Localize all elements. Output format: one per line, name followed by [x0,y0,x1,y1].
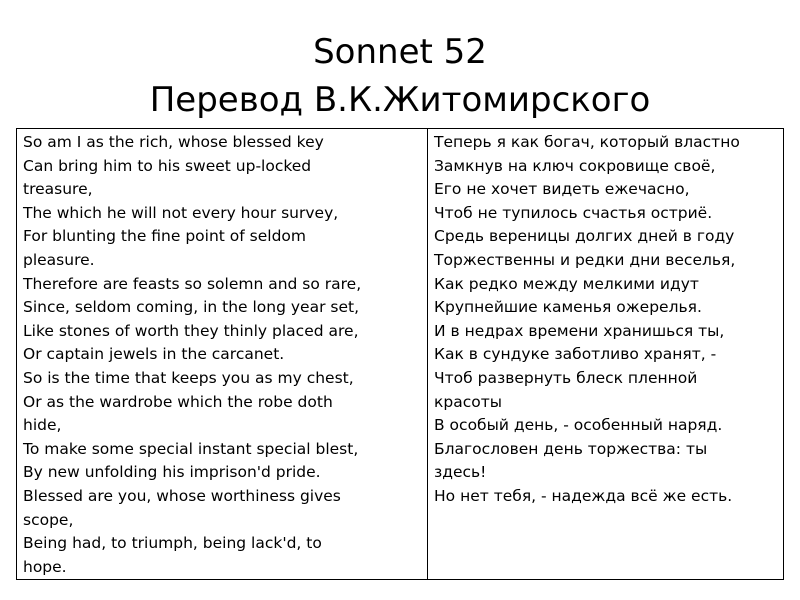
english-line: treasure, [23,180,93,199]
russian-line: Чтоб развернуть блеск пленной [434,368,698,387]
english-line: The which he will not every hour survey, [23,203,339,222]
russian-line: Благословен день торжества: ты [434,439,708,458]
russian-line: Как в сундуке заботливо хранят, - [434,345,717,364]
english-line: By new unfolding his imprison'd pride. [23,463,321,482]
english-column [17,129,428,579]
russian-line: И в недрах времени хранишься ты, [434,321,725,340]
english-line: For blunting the fine point of seldom [23,227,306,246]
title-line-1: Sonnet 52 [313,32,487,72]
english-line: Like stones of worth they thinly placed are, [23,321,359,340]
english-line: scope, [23,510,74,529]
english-line: hope. [23,557,67,576]
russian-line: Его не хочет видеть ежечасно, [434,180,690,199]
english-line: hide, [23,416,62,435]
english-line: So is the time that keeps you as my chest, [23,368,354,387]
english-line: Or captain jewels in the carcanet. [23,345,285,364]
russian-line: Крупнейшие каменья ожерелья. [434,298,702,317]
page-title [0,28,800,124]
english-line: Blessed are you, whose worthiness gives [23,486,341,505]
russian-line: Но нет тебя, - надежда всё же есть. [434,486,733,505]
russian-line: Средь вереницы долгих дней в году [434,227,735,246]
english-line: To make some special instant special blest, [23,439,359,458]
english-line: Being had, to triumph, being lack'd, to [23,534,322,553]
title-line-2: Перевод В.К.Житомирского [149,80,651,120]
russian-line: красоты [434,392,502,411]
russian-line: В особый день, - особенный наряд. [434,416,723,435]
russian-line: Чтоб не тупилось счастья остриё. [434,203,713,222]
russian-line: Замкнув на ключ сокровище своё, [434,156,716,175]
russian-column [428,129,783,579]
russian-line: здесь! [434,463,487,482]
russian-line: Торжественны и редки дни веселья, [434,250,736,269]
russian-line: Теперь я как богач, который властно [434,133,740,151]
sonnet-table [16,128,784,580]
english-line: pleasure. [23,250,95,269]
english-line: Or as the wardrobe which the robe doth [23,392,333,411]
russian-line: Как редко между мелкими идут [434,274,699,293]
english-line: Since, seldom coming, in the long year set, [23,298,359,317]
english-line: Can bring him to his sweet up-locked [23,156,312,175]
english-line: Therefore are feasts so solemn and so rare, [23,274,362,293]
english-line: So am I as the rich, whose blessed key [23,133,324,151]
